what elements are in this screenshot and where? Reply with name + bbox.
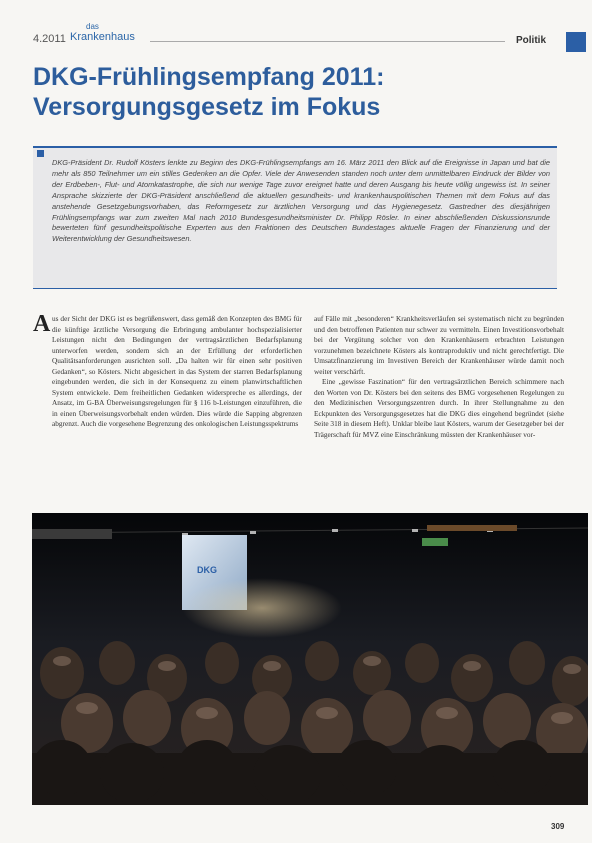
- body-paragraph: us der Sicht der DKG ist es begrüßenswert, dass gemäß den Konzepten des BMG für die künftige ärztliche Versorgung die Erbringung ambulanter hochspezialisierter Leistungen nicht den Bedingungen der vertragsärztlichen Bedarfsplanung unterworfen werden, sondern sich an der Erfüllung der erforderlichen Qualitätsanforderungen ausrichten soll. „Da halten wir für einen sehr positiven Gedanken“, so Kösters. Nicht abgesichert in das System der starren Bedarfsplanung eingebunden werden, die sich in der Konsequenz zu einem planwirtschaftlichen System entwickele. Dem freiheitlichen Gedanken widerspreche es allerdings, der Ansatz, im G-BA Überweisungsregelungen für § 116 b-Leistungen einzuführen, die in einen Überweisungsvorbehalt enden würden. Dies würde die Sapping abgrenzen abgrenzt. Auch die vorgesehene Begrenzung des onkologischen Leistungsspektrums: [52, 314, 302, 428]
- section-marker: [566, 32, 586, 52]
- drop-cap: A: [33, 311, 51, 337]
- title-line-1: DKG-Frühlingsempfang 2011:: [33, 63, 385, 91]
- logo-small-text: das: [86, 22, 99, 31]
- logo-main-text: Krankenhaus: [70, 31, 135, 43]
- lead-text: DKG-Präsident Dr. Rudolf Kösters lenkte zu Beginn des DKG-Frühlingsempfangs am 16. März 2011 den Blick auf die Ereignisse in Japan und bat die mehr als 850 Teilnehmer um ein stilles Gedenken an die Opfer. Viele der Anwesenden standen noch unter dem unmittelbaren Eindruck der Bilder von der Erdbeben-, Flut- und Atomkatastrophe, die sich nur wenige Tage zuvor ereignet hatte und deren Ausgang bis heute völlig ungewiss ist. In seiner Ansprache skizzierte der DKG-Präsident anschließend die aktuellen gesundheits- und krankenhauspolitischen Themen mit dem Fokus auf das anstehende Gesetzgebungsvorhaben, das Reformgesetz zur ärztlichen Versorgung und das Hygienegesetz. Gastredner des diesjährigen Frühlingsempfangs war zum zweiten Mal nach 2010 Bundesgesundheitsminister Dr. Philipp Rösler. In einer abschließenden Diskussionsrunde bewerteten fünf gesundheitspolitische Experten aus den Fraktionen des Deutschen Bundestages aktuelle Fragen der Finanzierung und der Weiterentwicklung der Gesundheitswesen.: [52, 158, 550, 244]
- magazine-logo: [70, 22, 135, 43]
- lead-marker: [37, 150, 44, 157]
- page-number: 309: [551, 822, 565, 831]
- event-photo: [32, 513, 588, 805]
- audience-hall-image: [32, 513, 588, 805]
- body-paragraph: auf Fälle mit „besonderen“ Krankheitsverläufen sei systematisch nicht zu begründen und den betroffenen Patienten nur schwer zu vermitteln. Einen Investitionsvorbehalt bei der Vergütung solcher von den Krankenhäusern erbrachten Leistungen vorzunehmen bezeichnete Kösters als kontraproduktiv und nicht gerechtfertigt. Die Umsatzfinanzierung im Investiven Bereich der Krankenhäuser würde damit noch weiter verschärft.: [314, 314, 564, 376]
- screen-text: DKG: [197, 565, 217, 575]
- header-divider: [150, 41, 505, 42]
- title-line-2: Versorgungsgesetz im Fokus: [33, 93, 381, 121]
- body-column-right: [314, 314, 564, 440]
- issue-number: 4.2011: [33, 33, 66, 45]
- article-title: [33, 62, 563, 122]
- section-label: Politik: [516, 35, 547, 46]
- body-paragraph: Eine „gewisse Faszination“ für den vertragsärztlichen Bereich schimmere nach den Worten von Dr. Kösters bei den seitens des BMG vorgesehenen Regelungen zu den Medizinischen Versorgungszentren durch. In ihrer Stellungnahme zu den Eckpunkten des Versorgungsgesetzes hat die DKG dies eingehend begründet (siehe Seite 318 in diesem Heft). Unklar bleibe laut Kösters, warum der Gesetzgeber bei der Trägerschaft für MVZ eine Einschränkung müssten der Krankenhäuser vor-: [314, 377, 564, 439]
- body-column-left: [52, 314, 302, 430]
